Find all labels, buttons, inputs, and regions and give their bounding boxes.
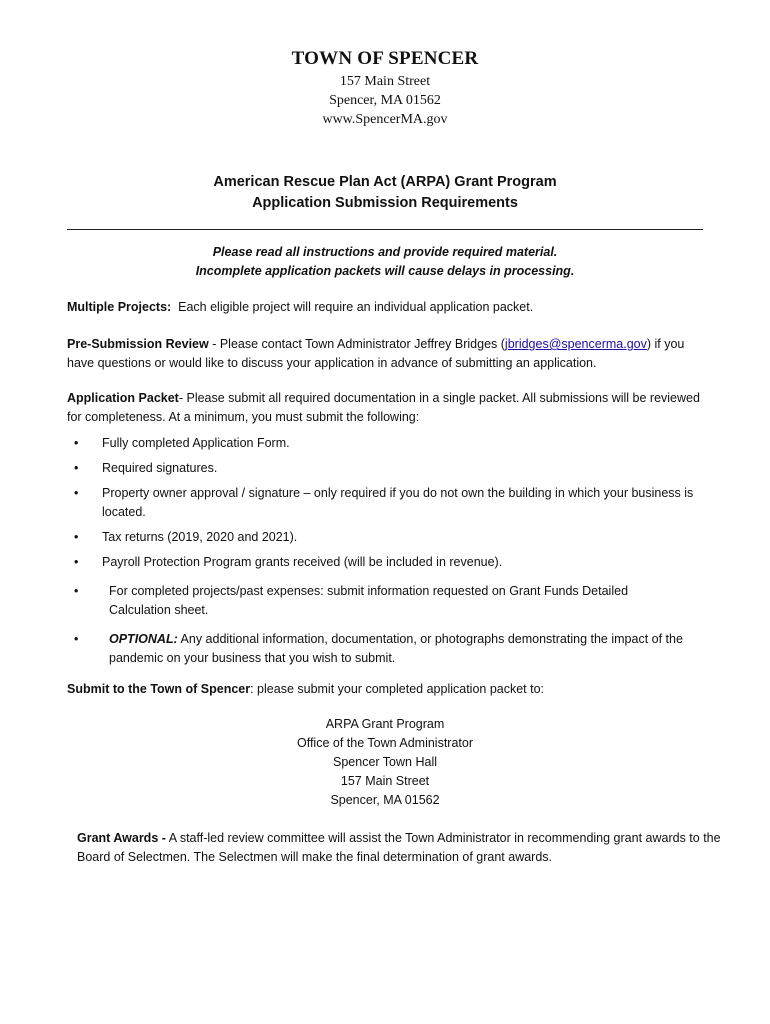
instructions-notice	[0, 243, 770, 281]
list-item: • Tax returns (2019, 2020 and 2021).	[67, 528, 727, 547]
multiple-projects-paragraph	[67, 298, 717, 317]
city-state-zip: Spencer, MA 01562	[329, 93, 441, 108]
submit-paragraph	[67, 680, 717, 699]
submit-label: Submit to the Town of Spencer	[67, 682, 251, 696]
submit-text: : please submit your completed application packet to:	[250, 682, 545, 696]
grant-awards-text: A staff-led review committee will assist the Town Administrator in recommending grant awards to the Board of Selectmen. The Selectmen will make the final determination of grant awards.	[77, 831, 721, 864]
list-item: • Fully completed Application Form.	[67, 434, 727, 453]
email-link[interactable]: jbridges@spencerma.gov	[504, 337, 647, 351]
optional-label: OPTIONAL:	[109, 632, 178, 646]
bullet-icon: •	[74, 555, 79, 569]
horizontal-rule	[67, 229, 703, 230]
application-packet-paragraph	[67, 389, 707, 427]
list-item: • Payroll Protection Program grants received (will be included in revenue).	[67, 553, 727, 572]
list-item: • Required signatures.	[67, 459, 727, 478]
multiple-projects-text: Each eligible project will require an individual application packet.	[178, 300, 534, 314]
bullet-icon: •	[74, 436, 79, 450]
list-item: • For completed projects/past expenses: submit information requested on Grant Funds Detailed Calculation sheet.	[74, 584, 629, 617]
grant-awards-paragraph	[77, 829, 727, 867]
bullet-icon: •	[74, 632, 79, 646]
mailing-line: 157 Main Street	[340, 774, 430, 788]
notice-line-1: Please read all instructions and provide required material.	[212, 245, 558, 259]
multiple-projects-label: Multiple Projects:	[67, 300, 172, 314]
mailing-line: Spencer Town Hall	[333, 755, 437, 769]
notice-line-2: Incomplete application packets will cause delays in processing.	[195, 264, 575, 278]
application-packet-label: Application Packet	[67, 391, 179, 405]
bullet-icon: •	[74, 584, 79, 598]
requirements-list	[67, 434, 727, 668]
mailing-line: ARPA Grant Program	[325, 717, 445, 731]
list-item-optional	[67, 630, 727, 668]
pre-submission-label: Pre-Submission Review	[67, 337, 209, 351]
optional-text: Any additional information, documentation, or photographs demonstrating the impact of the pandemic on your business that you wish to submit.	[109, 632, 683, 665]
bullet-icon: •	[74, 530, 79, 544]
bullet-icon: •	[74, 461, 79, 475]
street-address: 157 Main Street	[339, 74, 431, 89]
pre-submission-text-after: ) if you have questions or would like to discuss your application in advance of submitting an application.	[67, 337, 685, 370]
bullet-icon: •	[74, 486, 79, 500]
list-item: • Property owner approval / signature – only required if you do not own the building in which your business is located.	[74, 486, 694, 519]
application-packet-text: - Please submit all required documentation in a single packet. All submissions will be reviewed for completeness. At a minimum, you must submit the following:	[67, 391, 700, 424]
letterhead	[0, 46, 770, 129]
website: www.SpencerMA.gov	[322, 112, 448, 127]
document-subtitle: Application Submission Requirements	[252, 195, 518, 211]
town-title: TOWN OF SPENCER	[291, 48, 479, 69]
mailing-line: Office of the Town Administrator	[296, 736, 473, 750]
program-title	[0, 172, 770, 214]
mailing-address	[0, 715, 770, 810]
pre-submission-paragraph	[67, 335, 707, 373]
program-name: American Rescue Plan Act (ARPA) Grant Program	[213, 174, 557, 190]
grant-awards-label: Grant Awards -	[77, 831, 166, 845]
pre-submission-text: - Please contact Town Administrator Jeffrey Bridges (	[208, 337, 505, 351]
mailing-line: Spencer, MA 01562	[330, 793, 440, 807]
